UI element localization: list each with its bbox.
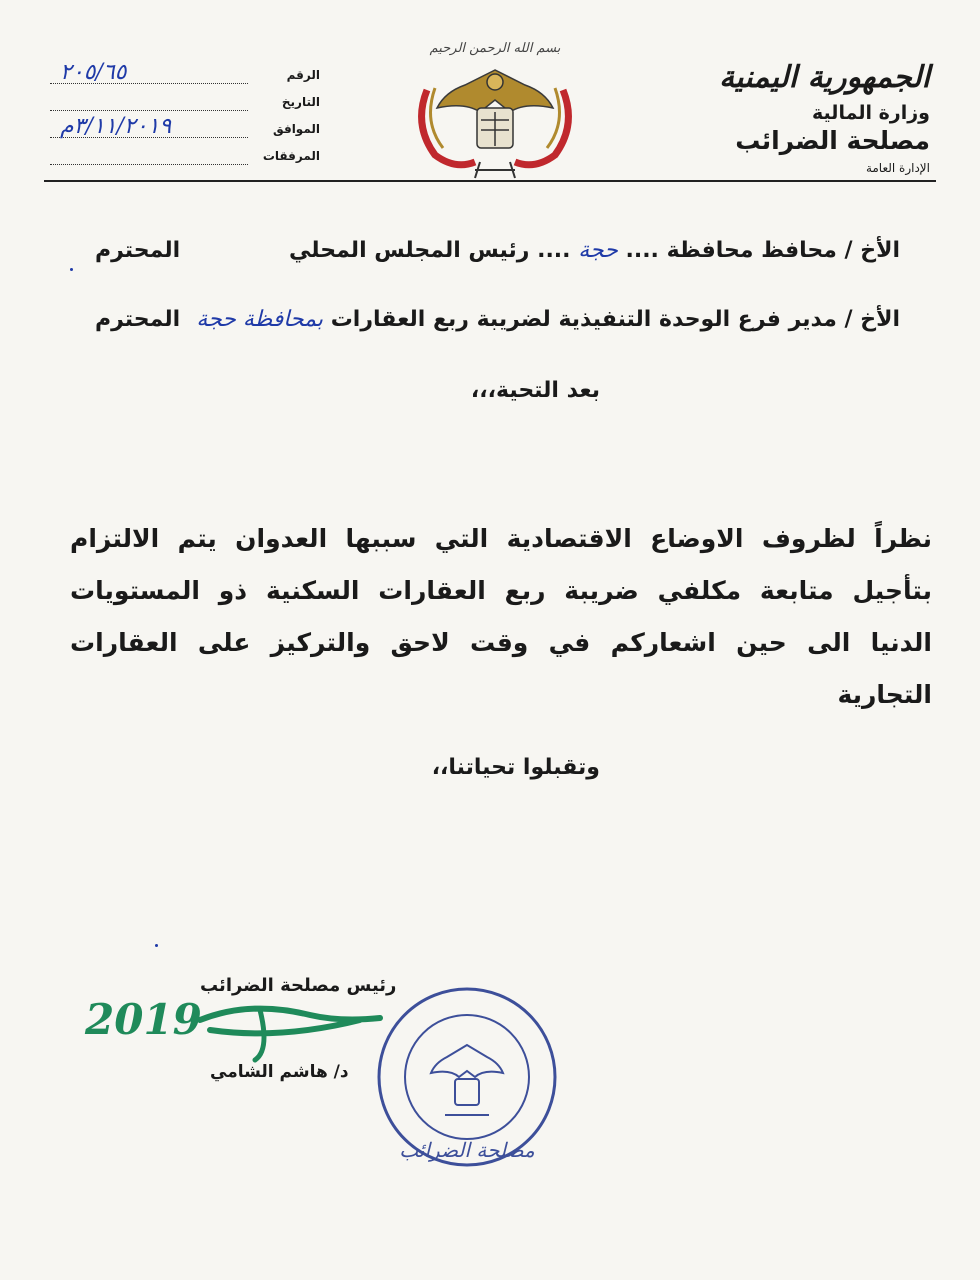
greeting: بعد التحية،،، <box>470 378 600 403</box>
dotted-fill: .... <box>537 238 571 263</box>
addressee-1-honorific: المحترم <box>95 238 181 263</box>
field-attachments <box>50 149 320 176</box>
republic-name: الجمهورية اليمنية <box>719 60 930 95</box>
field-date-label: التاريخ <box>281 95 320 109</box>
closing-line: وتقبلوا تحياتنا،، <box>431 755 600 780</box>
signatory-name: د/ هاشم الشامي <box>210 1062 349 1082</box>
field-corresponding-value: ٣/١١/٢٠١٩م <box>60 114 172 139</box>
addressee-2 <box>196 307 900 332</box>
ministry-name: وزارة المالية <box>812 102 930 124</box>
addressee-1-suffix: رئيس المجلس المحلي <box>288 238 530 263</box>
addressee-1-prefix: الأخ / محافظ محافظة <box>666 238 900 263</box>
basmala-text: بسم الله الرحمن الرحيم <box>429 41 561 56</box>
letterhead-institution <box>670 58 930 175</box>
department-name: الإدارة العامة <box>865 161 930 175</box>
addressee-2-handwritten: بمحافظة حجة <box>196 307 324 332</box>
signatory-title: رئيس مصلحة الضرائب <box>200 975 397 996</box>
official-stamp-icon <box>375 985 560 1170</box>
addressee-1-handwritten: حجة <box>578 238 618 263</box>
field-attachments-line <box>50 164 248 165</box>
ink-speck <box>70 268 73 271</box>
field-number <box>50 60 320 95</box>
body-paragraph: نظراً لظروف الاوضاع الاقتصادية التي سببها العدوان يتم الالتزام بتأجيل متابعة مكلفي ضريبة ربع العقارات السكنية ذو المستويات الدنيا الى حين اشعاركم في وقت لاحق والتركيز على العقارات التجارية <box>70 524 932 709</box>
addressee-2-honorific: المحترم <box>95 307 181 332</box>
field-date-line <box>50 110 248 111</box>
stamp-text: مصلحة الضرائب <box>399 1138 535 1162</box>
field-number-label: الرقم <box>286 68 320 82</box>
field-corresponding-label: الموافق <box>273 122 320 136</box>
field-corresponding <box>50 114 320 149</box>
dotted-fill: .... <box>625 238 659 263</box>
header-divider <box>44 180 936 182</box>
field-number-value: ٢٠٥/٦٥ <box>60 60 127 85</box>
addressee-2-prefix: الأخ / مدير فرع الوحدة التنفيذية لضريبة ربع العقارات <box>330 307 900 332</box>
addressee-1 <box>289 238 900 263</box>
yemen-emblem-icon <box>405 30 585 180</box>
signature-date-handwritten: 2019 <box>85 995 202 1044</box>
ink-speck <box>155 944 158 947</box>
authority-name: مصلحة الضرائب <box>735 126 930 155</box>
reference-fields <box>50 60 320 176</box>
field-attachments-label: المرفقات <box>262 149 320 163</box>
